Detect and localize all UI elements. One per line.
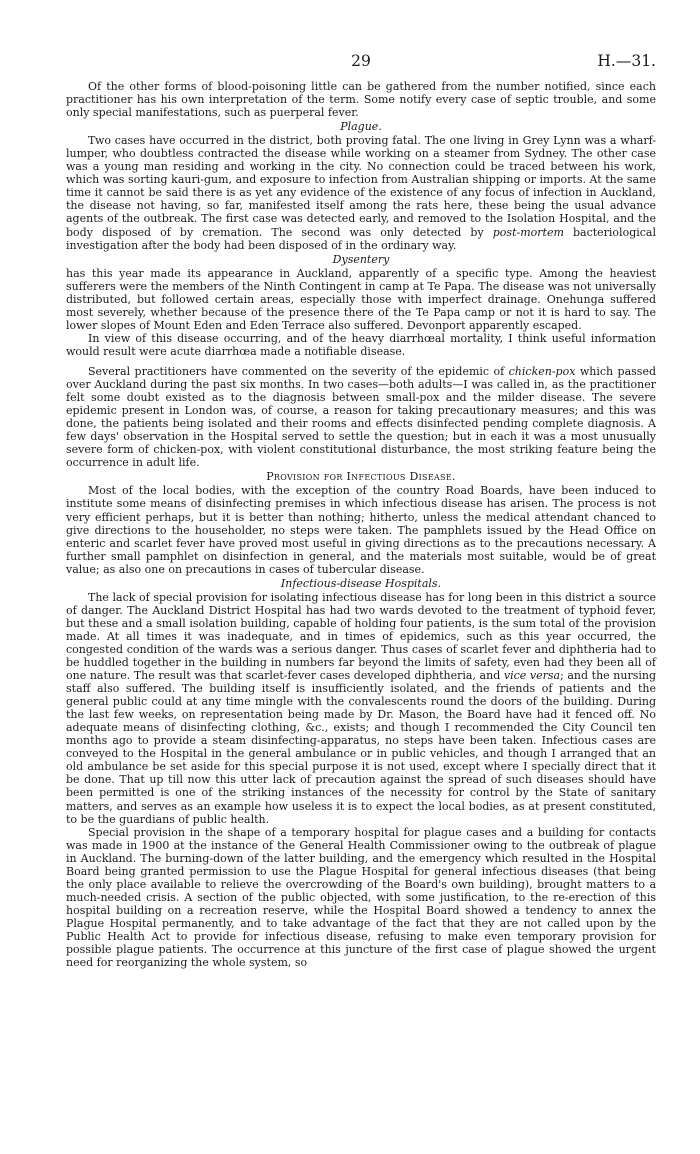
chicken-pox-text-2: which passed over Auckland during the past six months. In two cases—both adults—I was called in, as the practitioner felt some doubt existed as to the diagnosis between small-pox and the milder disease. The severe epidemic present in London was, of course, a reason for taking precautionary measures; and this was done, the patients being isolated and their rooms and effects disinfected pending complete diagnosis. A few days' observation in the Hospital served to settle the question; but in each it was a most unusually severe form of chicken-pox, with violent constitutional disturbance, the most striking feature being the occurrence in adult life. bbox=[66, 364, 656, 470]
document-reference: H.—31. bbox=[597, 52, 656, 70]
paragraph-blood-poisoning: Of the other forms of blood-poisoning little can be gathered from the number notified, since each practitioner has his own interpretation of the term. Some notify every case of septic trouble, and some only special manifestations, such as puerperal fever. bbox=[66, 80, 656, 120]
heading-provision-infectious-disease: Provision for Infectious Disease. bbox=[266, 470, 456, 484]
paragraph-hospitals bbox=[66, 591, 656, 826]
plague-text-1: Two cases have occurred in the district, both proving fatal. The one living in Grey Lynn was a wharf-lumper, who doubtless contracted the disease while working on a steamer from Sydney. The other case was a young man residing and working in the city. No connection could be traced between his work, which was sorting kauri-gum, and exposure to infection from Australian shipping or imports. At the same time it cannot be said there is as yet any evidence of the existence of any focus of infection in Auckland, the disease not having, so far, manifested itself among the rats here, these being the usual advance agents of the outbreak. The first case was detected early, and removed to the Isolation Hospital, and the body disposed of by cremation. The second was only detected by bbox=[66, 134, 656, 239]
heading-infectious-disease-hospitals: Infectious-disease Hospitals. bbox=[280, 576, 442, 590]
chicken-pox-text-1: Several practitioners have commented on the severity of the epidemic of bbox=[88, 364, 509, 378]
chicken-pox-italic: chicken-pox bbox=[508, 364, 576, 378]
paragraph-provision: Most of the local bodies, with the exception of the country Road Boards, have been induced to institute some means of disinfecting premises in which infectious disease has arisen. The process is not very efficient perhaps, but it is better than nothing; hitherto, unless the medical attendant chanced to give directions to the householder, no steps were taken. The pamphlets issued by the Head Office on enteric and scarlet fever have proved most useful in giving directions as to the precautions necessary. A further small pamphlet on disinfection in general, and the materials most suitable, would be of great value; as also one on precautions in cases of tubercular disease. bbox=[66, 484, 656, 576]
plague-italic-post-mortem: post-mortem bbox=[492, 225, 564, 239]
paragraph-special-provision: Special provision in the shape of a temporary hospital for plague cases and a building for contacts was made in 1900 at the instance of the General Health Commissioner owing to the outbreak of plague in Auckland. The burning-down of the latter building, and the emergency which resulted in the Hospital Board being granted permission to use the Plague Hospital for general infectious diseases (that being the only place available to relieve the overcrowding of the Board's own building), brought matters to a much-needed crisis. A section of the public objected, with some justification, to the re-erection of this hospital building on a recreation reserve, while the Hospital Board showed a tendency to annex the Plague Hospital permanently, and to take advantage of the fact that they are not called upon by the Public Health Act to provide for infectious disease, refusing to make even temporary provision for possible plague patients. The occurrence at this juncture of the first case of plague showed the urgent need for reorganizing the whole system, so bbox=[66, 825, 656, 970]
page-number: 29 bbox=[351, 52, 371, 70]
plague-text-2: bacteriological investigation after the body had been disposed of in the ordinary way. bbox=[66, 225, 656, 252]
page-header bbox=[66, 52, 656, 80]
paragraph-dysentery: has this year made its appearance in Auckland, apparently of a specific type. Among the heaviest sufferers were the members of the Ninth Contingent in camp at Te Papa. The disease was not universally distributed, but followed certain areas, especially those with imperfect drainage. Onehunga suffered most severely, whether because of the presence there of the Te Papa camp or not it is hard to say. The lower slopes of Mount Eden and Eden Terrace also suffered. Devonport apparently escaped. bbox=[66, 266, 656, 332]
paragraph-plague bbox=[66, 134, 656, 251]
paragraph-diarrhoea: In view of this disease occurring, and of the heavy diarrhœal mortality, I think useful information would result were acute diarrhœa made a notifiable disease. bbox=[66, 331, 656, 358]
paragraph-gap bbox=[66, 358, 656, 365]
heading-plague: Plague. bbox=[340, 120, 382, 134]
paragraph-chicken-pox bbox=[66, 365, 656, 469]
hospitals-italic-vice-versa: vice versa bbox=[503, 669, 561, 683]
heading-dysentery: Dysentery bbox=[332, 252, 390, 266]
hospitals-text-2: ; and the nursing staff also suffered. The building itself is insufficiently isolated, and the friends of patients and the general public could at any time mingle with the convalescents round the doors of the building. During the last few weeks, on representation being made by Dr. Mason, the Board have had it fenced off. No adequate means of disinfecting clothing, &c., exists; and though I recommended the City Council ten months ago to provide a steam disinfecting-apparatus, no steps have been taken. Infectious cases are conveyed to the Hospital in the general ambulance or in public vehicles, and though I arranged that an old ambulance be set aside for this special purpose it is not used, except where I specially direct that it be done. That up till now this utter lack of precaution against the spread of such diseases should have been permitted is one of the striking instances of the necessity for control by the State of sanitary matters, and serves as an example how useless it is to expect the local bodies, as at present constituted, to be the guardians of public health. bbox=[66, 669, 656, 826]
hospitals-text-1: The lack of special provision for isolating infectious disease has for long been in this district a source of danger. The Auckland District Hospital has had two wards devoted to the treatment of typhoid fever, but these and a small isolation building, capable of holding four patients, is the sum total of the provision made. At all times it was inadequate, and in times of epidemics, such as this year occurred, the congested condition of the wards was a serious danger. Thus cases of scarlet fever and diphtheria had to be huddled together in the building in numbers far beyond the limits of safety, even had they been all of one nature. The result was that scarlet-fever cases developed diphtheria, and bbox=[66, 590, 656, 683]
